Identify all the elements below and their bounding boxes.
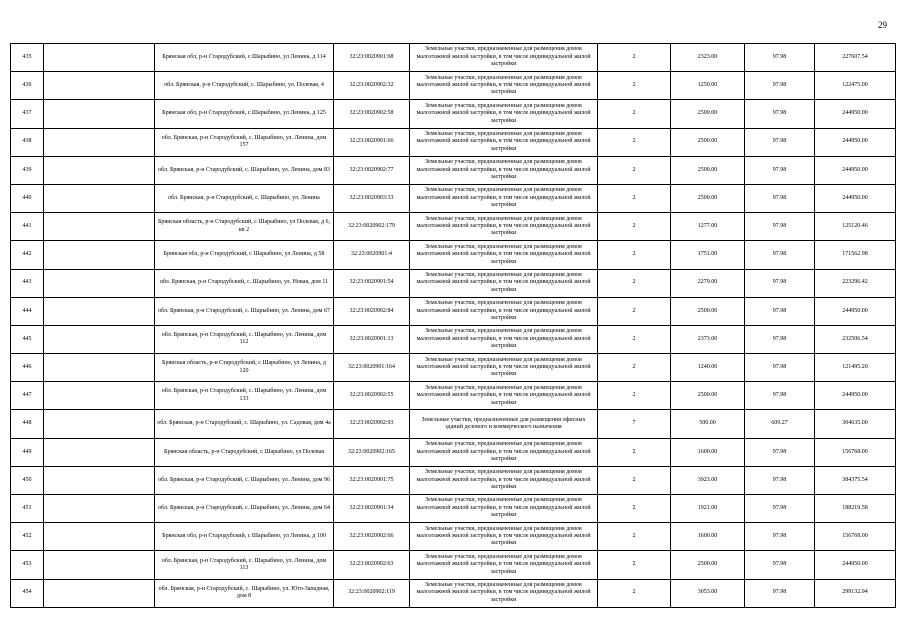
cadastral-value-cell: 122475.00: [815, 72, 896, 100]
land-use-cell: Земельные участки, предназначенные для размещения домов малоэтажной жилой застройки, в том числе индивидуальной жилой застройки: [410, 241, 598, 269]
group-cell: 2: [598, 523, 671, 551]
page-number: 29: [878, 20, 887, 30]
table-row: [11, 100, 896, 128]
empty-cell: [44, 438, 155, 466]
group-cell: 2: [598, 184, 671, 212]
land-use-cell: Земельные участки, предназначенные для размещения домов малоэтажной жилой застройки, в том числе индивидуальной жилой застройки: [410, 579, 598, 607]
cadastral-value-cell: 232506.54: [815, 325, 896, 353]
land-use-cell: Земельные участки, предназначенные для размещения домов малоэтажной жилой застройки, в том числе индивидуальной жилой застройки: [410, 438, 598, 466]
empty-cell: [44, 495, 155, 523]
cadastral-value-cell: 304635.00: [815, 410, 896, 438]
area-cell: 1751.00: [671, 241, 745, 269]
rate-cell: 97.98: [745, 438, 815, 466]
group-cell: 2: [598, 44, 671, 72]
group-cell: 2: [598, 551, 671, 579]
address-cell: обл. Брянская, р-н Стародубский, с. Шарыбино, ул. Ленина, дом 133: [155, 382, 334, 410]
table-row: [11, 579, 896, 607]
row-number-cell: 445: [11, 325, 44, 353]
area-cell: 2500.00: [671, 297, 745, 325]
cadastral-number-cell: 32:23:0020901:68: [334, 44, 410, 72]
empty-cell: [44, 382, 155, 410]
rate-cell: 97.98: [745, 466, 815, 494]
group-cell: 2: [598, 495, 671, 523]
land-use-cell: Земельные участки, предназначенные для размещения домов малоэтажной жилой застройки, в том числе индивидуальной жилой застройки: [410, 382, 598, 410]
empty-cell: [44, 241, 155, 269]
rate-cell: 97.98: [745, 523, 815, 551]
empty-cell: [44, 128, 155, 156]
land-use-cell: Земельные участки, предназначенные для размещения домов малоэтажной жилой застройки, в том числе индивидуальной жилой застройки: [410, 213, 598, 241]
land-use-cell: Земельные участки, предназначенные для размещения домов малоэтажной жилой застройки, в том числе индивидуальной жилой застройки: [410, 128, 598, 156]
rate-cell: 97.98: [745, 382, 815, 410]
area-cell: 1240.00: [671, 354, 745, 382]
cadastral-value-cell: 244950.00: [815, 100, 896, 128]
group-cell: 2: [598, 466, 671, 494]
cadastral-number-cell: 32:23:0020902:93: [334, 410, 410, 438]
row-number-cell: 454: [11, 579, 44, 607]
cadastral-value-cell: 121495.20: [815, 354, 896, 382]
row-number-cell: 452: [11, 523, 44, 551]
cadastral-number-cell: 32:23:0020902:55: [334, 382, 410, 410]
area-cell: 1250.00: [671, 72, 745, 100]
rate-cell: 97.98: [745, 269, 815, 297]
empty-cell: [44, 325, 155, 353]
empty-cell: [44, 523, 155, 551]
row-number-cell: 443: [11, 269, 44, 297]
row-number-cell: 453: [11, 551, 44, 579]
cadastral-number-cell: 32:23:0020901:34: [334, 495, 410, 523]
area-cell: 2500.00: [671, 551, 745, 579]
empty-cell: [44, 44, 155, 72]
area-cell: 2323.00: [671, 44, 745, 72]
row-number-cell: 450: [11, 466, 44, 494]
group-cell: 2: [598, 128, 671, 156]
land-use-cell: Земельные участки, предназначенные для размещения домов малоэтажной жилой застройки, в том числе индивидуальной жилой застройки: [410, 184, 598, 212]
land-use-cell: Земельные участки, предназначенные для размещения домов малоэтажной жилой застройки, в том числе индивидуальной жилой застройки: [410, 72, 598, 100]
cadastral-value-cell: 156768.00: [815, 438, 896, 466]
cadastral-number-cell: 32:23:0020901:13: [334, 325, 410, 353]
rate-cell: 97.98: [745, 495, 815, 523]
rate-cell: 97.98: [745, 213, 815, 241]
empty-cell: [44, 410, 155, 438]
group-cell: 2: [598, 325, 671, 353]
cadastral-number-cell: 32:23:0020902:58: [334, 100, 410, 128]
group-cell: 2: [598, 156, 671, 184]
cadastral-value-table: [10, 43, 896, 608]
area-cell: 3923.00: [671, 466, 745, 494]
cadastral-number-cell: 32:23:0020901:75: [334, 466, 410, 494]
area-cell: 3053.00: [671, 579, 745, 607]
cadastral-number-cell: 32:23:0020901:54: [334, 269, 410, 297]
land-use-cell: Земельные участки, предназначенные для размещения офисных зданий делового и коммерческого назначения: [410, 410, 598, 438]
address-cell: обл. Брянская, р-н Стародубский, с. Шарыбино, ул. Юго-Западная, дом 8: [155, 579, 334, 607]
cadastral-number-cell: 32:23:0020903:33: [334, 184, 410, 212]
area-cell: 1921.00: [671, 495, 745, 523]
empty-cell: [44, 72, 155, 100]
group-cell: 2: [598, 213, 671, 241]
rate-cell: 97.98: [745, 100, 815, 128]
row-number-cell: 435: [11, 44, 44, 72]
table-row: [11, 551, 896, 579]
cadastral-number-cell: 32:23:0020902:165: [334, 438, 410, 466]
empty-cell: [44, 213, 155, 241]
cadastral-number-cell: 32:23:0020901:66: [334, 128, 410, 156]
empty-cell: [44, 297, 155, 325]
cadastral-number-cell: 32:23:0020902:77: [334, 156, 410, 184]
area-cell: 1600.00: [671, 438, 745, 466]
area-cell: 2279.00: [671, 269, 745, 297]
land-use-cell: Земельные участки, предназначенные для размещения домов малоэтажной жилой застройки, в том числе индивидуальной жилой застройки: [410, 100, 598, 128]
group-cell: 2: [598, 297, 671, 325]
table-row: [11, 72, 896, 100]
cadastral-number-cell: 32:23:0020902:119: [334, 579, 410, 607]
cadastral-number-cell: 32:23:0020902:63: [334, 551, 410, 579]
cadastral-value-cell: 244950.00: [815, 156, 896, 184]
rate-cell: 609.27: [745, 410, 815, 438]
table-row: [11, 213, 896, 241]
rate-cell: 97.98: [745, 579, 815, 607]
address-cell: обл. Брянская, р-н Стародубский, с. Шарыбино, ул. Ленина, дом 67: [155, 297, 334, 325]
table-row: [11, 495, 896, 523]
row-number-cell: 436: [11, 72, 44, 100]
table-body: [11, 44, 896, 608]
row-number-cell: 444: [11, 297, 44, 325]
cadastral-value-cell: 223296.42: [815, 269, 896, 297]
cadastral-value-cell: 244950.00: [815, 128, 896, 156]
empty-cell: [44, 100, 155, 128]
rate-cell: 97.98: [745, 44, 815, 72]
cadastral-number-cell: 32:23:0020902:32: [334, 72, 410, 100]
table-row: [11, 184, 896, 212]
group-cell: 2: [598, 438, 671, 466]
cadastral-number-cell: 32:23:0020901:4: [334, 241, 410, 269]
row-number-cell: 437: [11, 100, 44, 128]
address-cell: обл. Брянская, р-н Стародубский, с. Шарыбино, ул. Ленина, дом 83: [155, 156, 334, 184]
empty-cell: [44, 156, 155, 184]
row-number-cell: 438: [11, 128, 44, 156]
land-use-cell: Земельные участки, предназначенные для размещения домов малоэтажной жилой застройки, в том числе индивидуальной жилой застройки: [410, 551, 598, 579]
rate-cell: 97.98: [745, 128, 815, 156]
row-number-cell: 440: [11, 184, 44, 212]
table-row: [11, 156, 896, 184]
table-row: [11, 44, 896, 72]
row-number-cell: 448: [11, 410, 44, 438]
group-cell: 2: [598, 579, 671, 607]
cadastral-number-cell: 32:23:0020902:84: [334, 297, 410, 325]
table-row: [11, 128, 896, 156]
address-cell: Брянская обл, р-н Стародубский, с Шарыбино, ул Ленина, д 100: [155, 523, 334, 551]
address-cell: обл. Брянская, р-н Стародубский, с. Шарыбино, ул. Садовая, дом 4а: [155, 410, 334, 438]
land-use-cell: Земельные участки, предназначенные для размещения домов малоэтажной жилой застройки, в том числе индивидуальной жилой застройки: [410, 354, 598, 382]
address-cell: Брянская обл, р-н Стародубский, с Шарыбино, ул Ленина, д 125: [155, 100, 334, 128]
address-cell: обл. Брянская, р-н Стародубский, с. Шарыбино, ул. Ленина, дом 112: [155, 325, 334, 353]
cadastral-number-cell: 32:23:0020902:66: [334, 523, 410, 551]
table-row: [11, 241, 896, 269]
land-use-cell: Земельные участки, предназначенные для размещения домов малоэтажной жилой застройки, в том числе индивидуальной жилой застройки: [410, 297, 598, 325]
area-cell: 2500.00: [671, 100, 745, 128]
area-cell: 500.00: [671, 410, 745, 438]
rate-cell: 97.98: [745, 354, 815, 382]
row-number-cell: 447: [11, 382, 44, 410]
rate-cell: 97.98: [745, 297, 815, 325]
row-number-cell: 449: [11, 438, 44, 466]
cadastral-value-cell: 244950.00: [815, 184, 896, 212]
address-cell: Брянская область, р-н Стародубский, с Шарыбино, ул Полевая: [155, 438, 334, 466]
empty-cell: [44, 466, 155, 494]
table-row: [11, 382, 896, 410]
rate-cell: 97.98: [745, 551, 815, 579]
area-cell: 2373.00: [671, 325, 745, 353]
row-number-cell: 439: [11, 156, 44, 184]
group-cell: 2: [598, 241, 671, 269]
address-cell: Брянская обл, р-н Стародубский, с Шарыбино, ул Ленина, д 58: [155, 241, 334, 269]
table-row: [11, 438, 896, 466]
row-number-cell: 442: [11, 241, 44, 269]
group-cell: 2: [598, 382, 671, 410]
land-use-cell: Земельные участки, предназначенные для размещения домов малоэтажной жилой застройки, в том числе индивидуальной жилой застройки: [410, 495, 598, 523]
land-use-cell: Земельные участки, предназначенные для размещения домов малоэтажной жилой застройки, в том числе индивидуальной жилой застройки: [410, 44, 598, 72]
rate-cell: 97.98: [745, 156, 815, 184]
area-cell: 1600.00: [671, 523, 745, 551]
cadastral-number-cell: 32:23:0020901:164: [334, 354, 410, 382]
cadastral-value-cell: 227607.54: [815, 44, 896, 72]
cadastral-value-cell: 244950.00: [815, 551, 896, 579]
cadastral-value-cell: 384375.54: [815, 466, 896, 494]
area-cell: 2500.00: [671, 184, 745, 212]
rate-cell: 97.98: [745, 325, 815, 353]
row-number-cell: 441: [11, 213, 44, 241]
rate-cell: 97.98: [745, 184, 815, 212]
table-row: [11, 269, 896, 297]
land-use-cell: Земельные участки, предназначенные для размещения домов малоэтажной жилой застройки, в том числе индивидуальной жилой застройки: [410, 156, 598, 184]
rate-cell: 97.98: [745, 72, 815, 100]
table-row: [11, 297, 896, 325]
rate-cell: 97.98: [745, 241, 815, 269]
cadastral-value-cell: 299132.94: [815, 579, 896, 607]
group-cell: 2: [598, 72, 671, 100]
table-row: [11, 354, 896, 382]
cadastral-number-cell: 32:23:0020902:179: [334, 213, 410, 241]
area-cell: 2500.00: [671, 382, 745, 410]
land-use-cell: Земельные участки, предназначенные для размещения домов малоэтажной жилой застройки, в том числе индивидуальной жилой застройки: [410, 325, 598, 353]
empty-cell: [44, 354, 155, 382]
group-cell: 2: [598, 354, 671, 382]
cadastral-value-cell: 156768.00: [815, 523, 896, 551]
group-cell: 7: [598, 410, 671, 438]
table-row: [11, 523, 896, 551]
cadastral-value-cell: 244950.00: [815, 382, 896, 410]
table-row: [11, 325, 896, 353]
land-use-cell: Земельные участки, предназначенные для размещения домов малоэтажной жилой застройки, в том числе индивидуальной жилой застройки: [410, 523, 598, 551]
address-cell: обл. Брянская, р-н Стародубский, с. Шарыбино, ул. Ленина, дом 157: [155, 128, 334, 156]
cadastral-value-cell: 244950.00: [815, 297, 896, 325]
empty-cell: [44, 551, 155, 579]
area-cell: 2500.00: [671, 128, 745, 156]
address-cell: обл. Брянская, р-н Стародубский, с. Шарыбино, ул. Ленина, дом 113: [155, 551, 334, 579]
address-cell: обл. Брянская, р-н Стародубский, с. Шарыбино, ул. Ленина: [155, 184, 334, 212]
group-cell: 2: [598, 100, 671, 128]
area-cell: 2500.00: [671, 156, 745, 184]
empty-cell: [44, 184, 155, 212]
address-cell: обл. Брянская, р-н Стародубский, с. Шарыбино, ул. Ленина, дом 64: [155, 495, 334, 523]
address-cell: обл. Брянская, р-н Стародубский, с. Шарыбино, ул. Новая, дом 11: [155, 269, 334, 297]
address-cell: Брянская обл, р-н Стародубский, с Шарыбино, ул Ленина, д 114: [155, 44, 334, 72]
cadastral-value-cell: 125120.46: [815, 213, 896, 241]
row-number-cell: 451: [11, 495, 44, 523]
table-row: [11, 410, 896, 438]
table-row: [11, 466, 896, 494]
address-cell: обл. Брянская, р-н Стародубский, с. Шарыбино, ул. Ленина, дом 96: [155, 466, 334, 494]
land-use-cell: Земельные участки, предназначенные для размещения домов малоэтажной жилой застройки, в том числе индивидуальной жилой застройки: [410, 466, 598, 494]
address-cell: Брянская область, р-н Стародубский, с Шарыбино, ул Ленина, д 120: [155, 354, 334, 382]
cadastral-value-cell: 171562.98: [815, 241, 896, 269]
address-cell: Брянская область, р-н Стародубский, с Шарыбино, ул Полевая, д 6, кв 2: [155, 213, 334, 241]
empty-cell: [44, 269, 155, 297]
group-cell: 2: [598, 269, 671, 297]
cadastral-value-cell: 188219.58: [815, 495, 896, 523]
land-use-cell: Земельные участки, предназначенные для размещения домов малоэтажной жилой застройки, в том числе индивидуальной жилой застройки: [410, 269, 598, 297]
row-number-cell: 446: [11, 354, 44, 382]
address-cell: обл. Брянская, р-н Стародубский, с. Шарыбино, ул. Полевая, 4: [155, 72, 334, 100]
empty-cell: [44, 579, 155, 607]
area-cell: 1277.00: [671, 213, 745, 241]
